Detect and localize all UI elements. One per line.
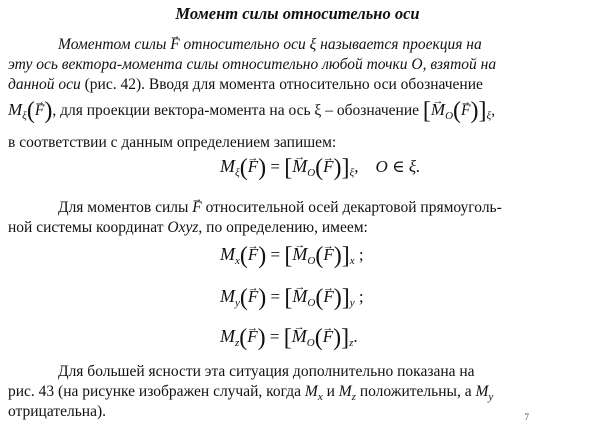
section-title: Момент силы относительно оси — [175, 4, 420, 23]
force-vector: → F — [170, 35, 179, 55]
para3-line2: рис. 43 (на рисунке изображен случай, когда $M_x$ и $M_z$ положительны, а $M_y$ — [8, 383, 494, 403]
para1-line4: $M_\xi(\to F)$, для проекции вектора-момента на ось ξ – обозначение [→ $M_O(\to F)]_\xi$, — [8, 100, 495, 122]
para2-line2: ной системы координат Oxyz, по определению, имеем: — [8, 219, 368, 236]
corner-mark: 7 — [524, 412, 529, 422]
para3-line3: отрицательна). — [8, 403, 106, 420]
equation-y: $M_y(\to F)$ = [→ $M_O(\to F)]_y$ ; — [220, 286, 364, 309]
para3-line1: Для большей ясности эта ситуация дополнительно показана на — [58, 363, 475, 380]
equation-xi: $M_\xi(\to F)$ = [→ $M_O(\to F)]_\xi$, O ∈ ξ. — [220, 156, 420, 179]
para2-line1: Для моментов силы → F относительной осей декартовой прямоуголь- — [58, 198, 502, 218]
para1-line2: эту ось вектора-момента силы относительно любой точки O, взятой на — [8, 56, 497, 73]
para1-line3: данной оси (рис. 42). Вводя для момента относительно оси обозначение — [8, 76, 483, 93]
para1-line5: в соответствии с данным определением запишем: — [8, 134, 337, 151]
equation-z: $M_z(\to F)$ = [→ $M_O(\to F)]_z$. — [220, 326, 358, 349]
para1-line1: Моментом силы → F относительно оси ξ называется проекция на — [58, 35, 482, 55]
equation-x: $M_x(\to F)$ = [→ $M_O(\to F)]_x$ ; — [220, 244, 364, 267]
